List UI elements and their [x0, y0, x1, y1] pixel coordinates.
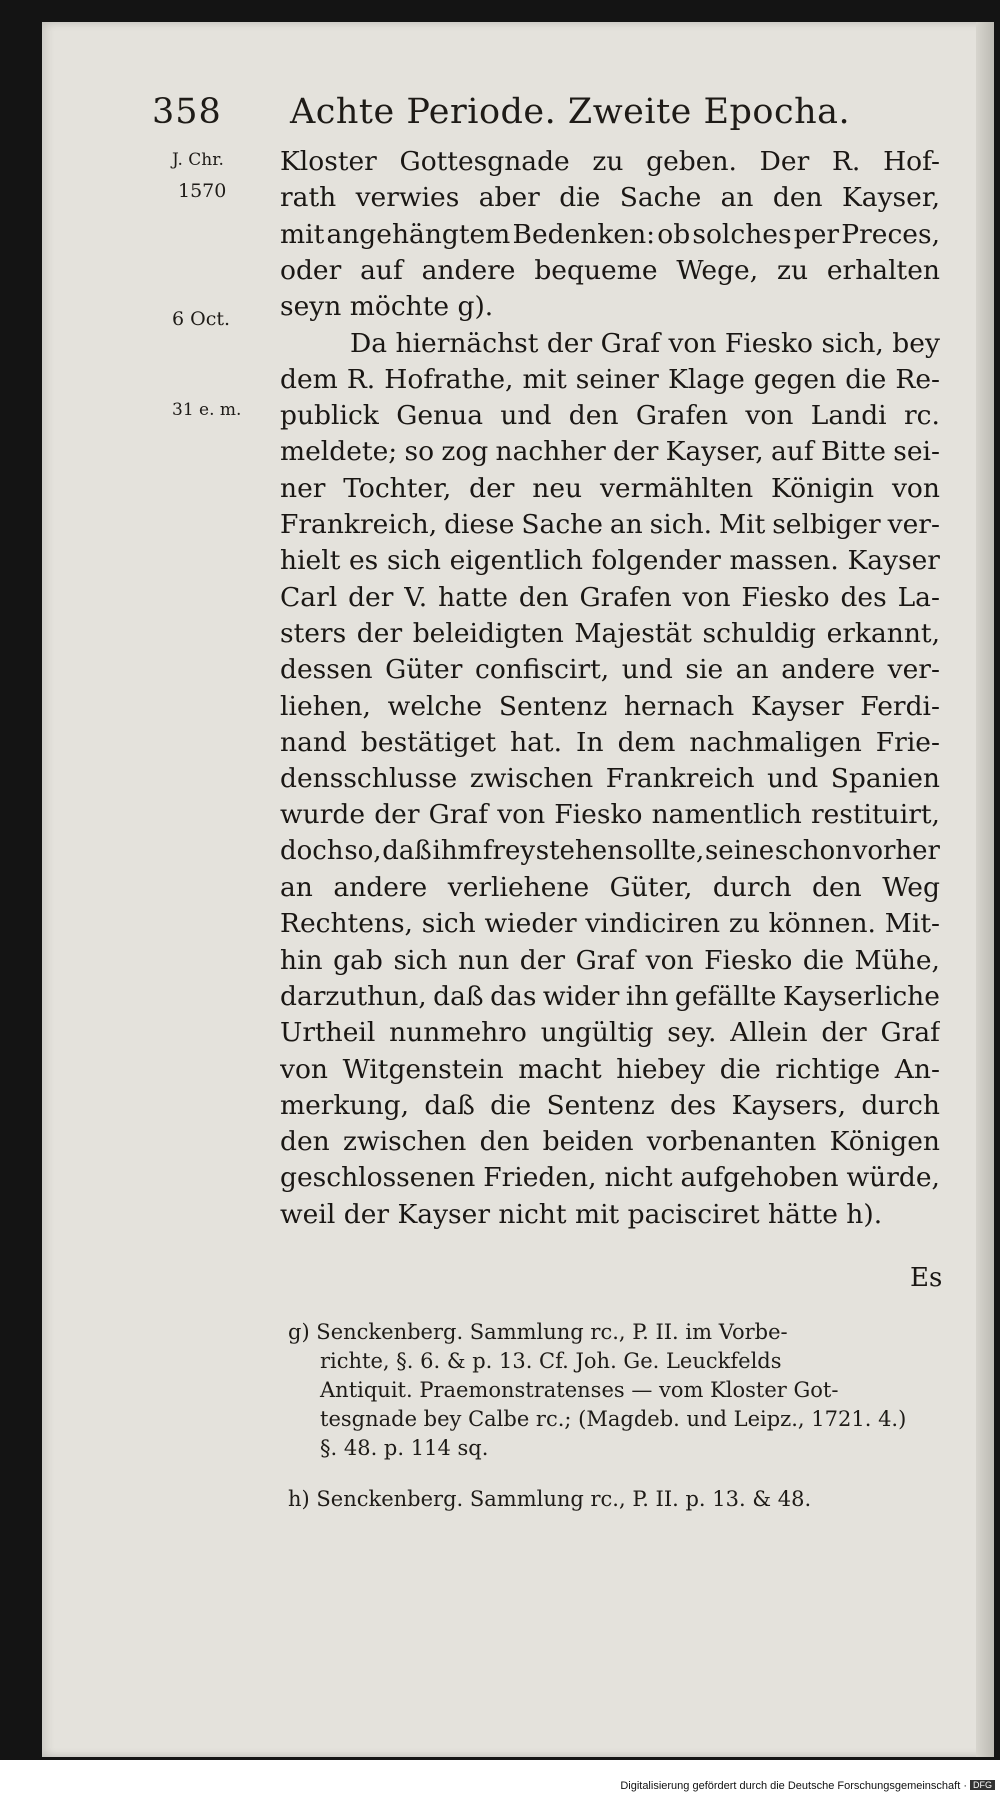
footnotes-block: [288, 1320, 940, 1520]
text-line: von Witgenstein macht hiebey die richtige An-: [280, 1053, 940, 1085]
text-line: den zwischen den beiden vorbenanten Königen: [280, 1126, 940, 1158]
text-line: publick Genua und den Grafen von Landi rc.: [280, 400, 940, 432]
margin-note-datum-2: 31 e. m.: [172, 400, 242, 420]
text-line: hielt es sich eigentlich folgender massen. Kayser: [280, 545, 940, 577]
page-edge-shadow: [976, 22, 994, 1757]
text-line: dem R. Hofrathe, mit seiner Klage gegen die Re-: [280, 363, 940, 395]
running-head-title: Achte Periode. Zweite Epocha.: [290, 92, 851, 132]
catchword: Es: [910, 1263, 943, 1293]
margin-note-jahr: J. Chr.: [172, 150, 224, 170]
text-line: Da hiernächst der Graf von Fiesko sich, bey: [350, 327, 940, 359]
footnote-h-line: h) Senckenberg. Sammlung rc., P. II. p. 13. & 48.: [288, 1487, 812, 1511]
text-line: nand bestätiget hat. In dem nachmaligen Frie-: [280, 726, 940, 758]
footnote-g-line: Antiquit. Praemonstratenses — vom Kloster Got-: [320, 1378, 839, 1402]
text-line: hin gab sich nun der Graf von Fiesko die Mühe,: [280, 944, 940, 976]
text-line: wurde der Graf von Fiesko namentlich restituirt,: [280, 799, 940, 831]
margin-note-datum-1: 6 Oct.: [172, 308, 231, 330]
text-line: oder auf andere bequeme Wege, zu erhalten: [280, 254, 940, 286]
text-line: liehen, welche Sentenz hernach Kayser Ferdi-: [280, 690, 940, 722]
text-line: Kloster Gottesgnade zu geben. Der R. Hof-: [280, 146, 940, 177]
text-line: an andere verliehene Güter, durch den Weg: [280, 872, 940, 903]
text-line: merkung, daß die Sentenz des Kaysers, durch: [280, 1089, 940, 1121]
footnote-g-line: §. 48. p. 114 sq.: [320, 1436, 489, 1460]
text-line: sters der beleidigten Majestät schuldig erkannt,: [280, 617, 940, 649]
text-line: densschlusse zwischen Frankreich und Spanien: [280, 763, 940, 795]
text-line: doch so, daß ihm frey stehen sollte, seine schon vorher: [280, 835, 940, 866]
dfg-logo: DFG: [970, 1780, 995, 1790]
footnote-g-line: g) Senckenberg. Sammlung rc., P. II. im Vorbe-: [288, 1320, 788, 1344]
footnote-g-line: richte, §. 6. & p. 13. Cf. Joh. Ge. Leuckfelds: [320, 1349, 782, 1373]
margin-note-jahr-zahl: 1570: [178, 180, 227, 202]
main-text-block: [280, 146, 940, 1256]
credit-text: Digitalisierung gefördert durch die Deutsche Forschungsgemeinschaft ·: [620, 1780, 967, 1792]
running-head: [152, 92, 892, 144]
text-line: weil der Kayser nicht mit pacisciret hätte h).: [280, 1198, 883, 1230]
text-line: rath verwies aber die Sache an den Kayser,: [280, 182, 940, 214]
text-line: Urtheil nunmehro ungültig sey. Allein der Graf: [280, 1017, 940, 1049]
text-line: Frankreich, diese Sache an sich. Mit selbiger ver-: [280, 509, 940, 540]
text-line: Rechtens, sich wieder vindiciren zu können. Mit-: [280, 908, 940, 940]
text-line: seyn möchte g).: [280, 291, 494, 323]
footnote-g-line: tesgnade bey Calbe rc.; (Magdeb. und Leipz., 1721. 4.): [320, 1407, 907, 1431]
text-line: ner Tochter, der neu vermählten Königin von: [280, 472, 940, 504]
text-line: mit angehängtem Bedenken: ob solches per Preces,: [280, 218, 940, 250]
text-line: dessen Güter confiscirt, und sie an andere ver-: [280, 654, 940, 686]
page-number: 358: [152, 92, 222, 132]
text-line: geschlossenen Frieden, nicht aufgehoben würde,: [280, 1162, 940, 1194]
text-line: meldete; so zog nachher der Kayser, auf Bitte sei-: [280, 436, 940, 468]
digitization-credit: [620, 1780, 995, 1796]
text-line: Carl der V. hatte den Grafen von Fiesko des La-: [280, 581, 940, 613]
text-line: darzuthun, daß das wider ihn gefällte Kayserliche: [280, 980, 940, 1012]
